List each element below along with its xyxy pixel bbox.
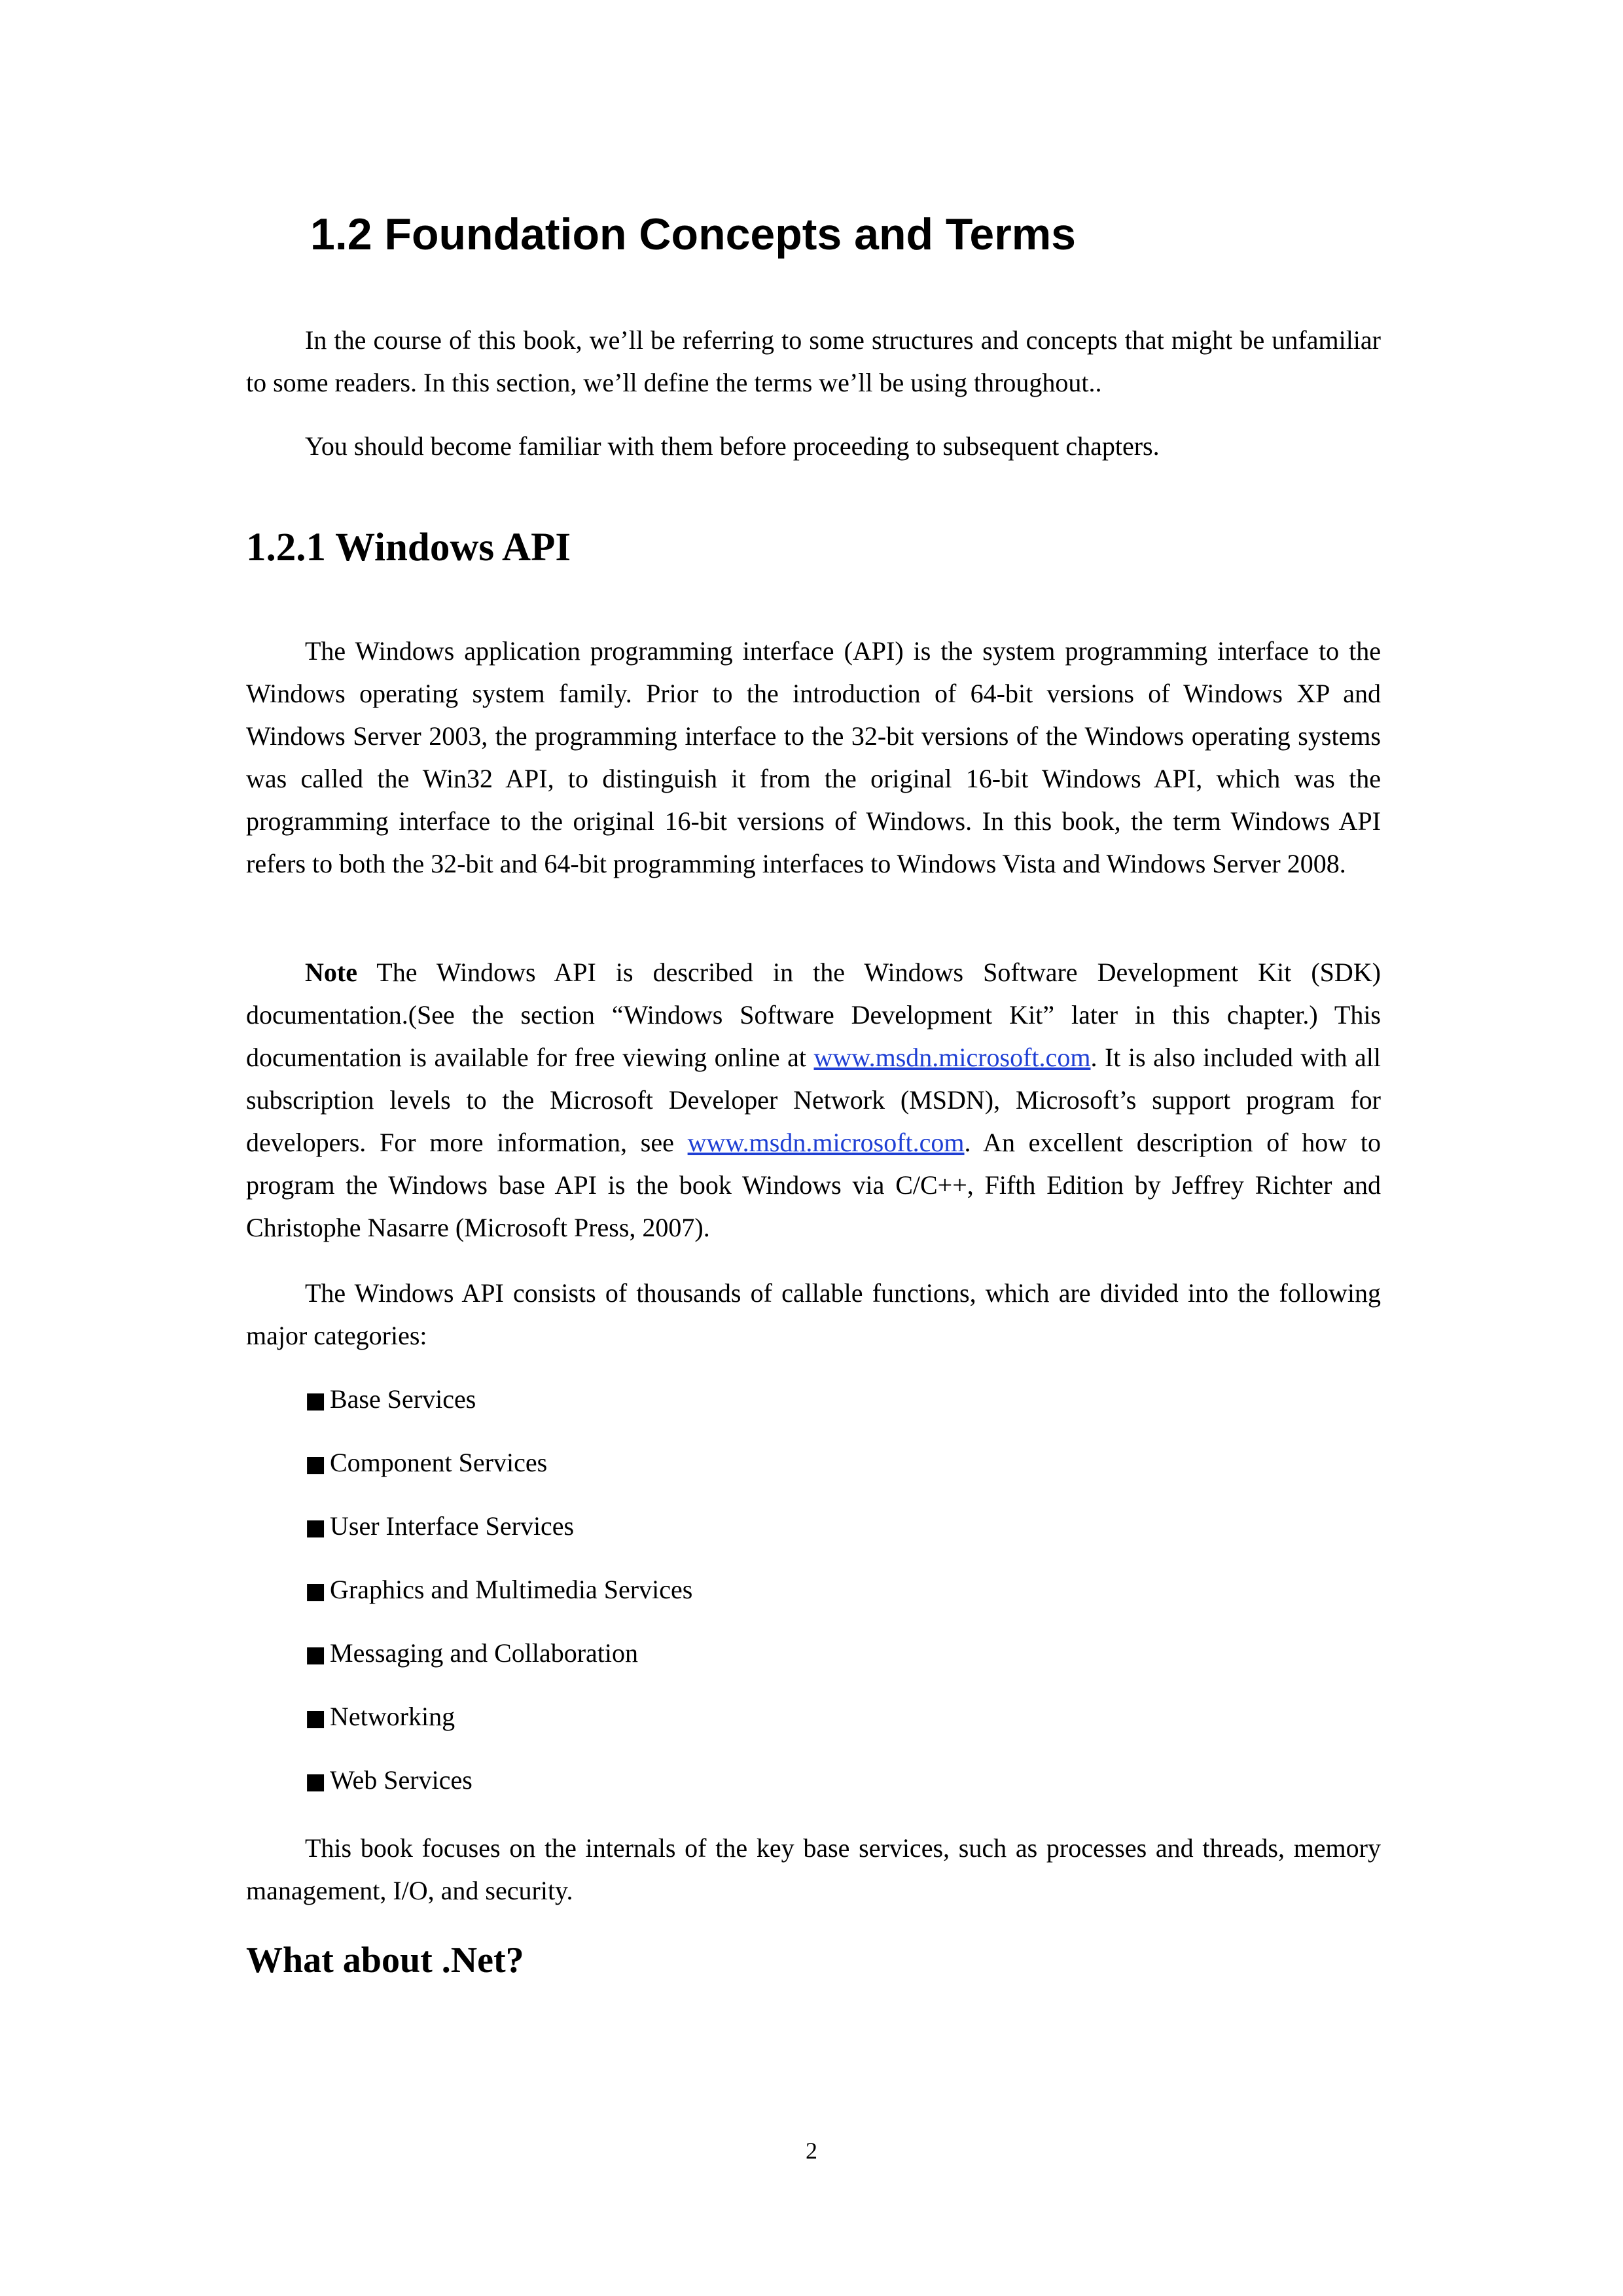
list-item (305, 1695, 692, 1759)
bullet-square-icon: ■ (305, 1768, 327, 1795)
bullet-square-icon: ■ (305, 1578, 327, 1604)
bullet-square-icon: ■ (305, 1515, 327, 1541)
bullet-square-icon: ■ (305, 1451, 327, 1477)
bullet-square-icon: ■ (305, 1388, 327, 1414)
note-label: Note (305, 958, 357, 987)
subsection-title: 1.2.1 Windows API (246, 526, 571, 569)
focus-paragraph: This book focuses on the internals of the key base services, such as processes and threads, memory management, I/O, and security. (246, 1833, 1381, 1905)
page-number: 2 (806, 2138, 817, 2164)
intro-paragraph-2: You should become familiar with them before proceeding to subsequent chapters. (305, 431, 1160, 461)
list-item (305, 1505, 692, 1568)
list-item-label: Networking (330, 1702, 455, 1731)
list-item (305, 1632, 692, 1695)
windows-api-paragraph: The Windows application programming interface (API) is the system programming interface to the Windows operating system family. Prior to the introduction of 64-bit versions of Windows XP and Windows Server 2003, the programming interface to the 32-bit versions of the Windows operating systems was called the Win32 API, to distinguish it from the original 16-bit Windows API, which was the programming interface to the original 16-bit versions of Windows. In this book, the term Windows API refers to both the 32-bit and 64-bit programming interfaces to Windows Vista and Windows Server 2008. (246, 636, 1381, 878)
list-item-label: Web Services (330, 1765, 473, 1795)
list-item (305, 1441, 692, 1505)
list-item-label: Messaging and Collaboration (330, 1638, 639, 1668)
list-item-label: Component Services (330, 1448, 548, 1477)
bullet-square-icon: ■ (305, 1705, 327, 1731)
categories-intro-paragraph: The Windows API consists of thousands of callable functions, which are divided into the following major categories: (246, 1278, 1381, 1350)
msdn-link-2[interactable]: www.msdn.microsoft.com (687, 1128, 965, 1157)
list-item-label: Graphics and Multimedia Services (330, 1575, 693, 1604)
net-section-title: What about .Net? (246, 1940, 524, 1981)
note-paragraph (246, 951, 1381, 1249)
note-text-b: . It is also included with all subscription levels to the Microsoft Developer Network (MSDN), Microsoft’s support program for developers. For more information, see (246, 1043, 1381, 1157)
bullet-square-icon: ■ (305, 1641, 327, 1668)
list-item (305, 1759, 692, 1822)
list-item-label: User Interface Services (330, 1511, 575, 1541)
intro-paragraph-1: In the course of this book, we’ll be referring to some structures and concepts that might be unfamiliar to some readers. In this section, we’ll define the terms we’ll be using throughout.. (246, 325, 1381, 397)
categories-list (305, 1378, 692, 1822)
section-title: 1.2 Foundation Concepts and Terms (310, 209, 1076, 259)
note-text-c: . An excellent description of how to program the Windows base API is the book Windows via C/C++, Fifth Edition by Jeffrey Richter and Christophe Nasarre (Microsoft Press, 2007). (246, 1128, 1382, 1242)
list-item-label: Base Services (330, 1384, 476, 1414)
note-text-a: The Windows API is described in the Windows Software Development Kit (SDK) documentation.(See the section “Windows Software Development Kit” later in this chapter.) This documentation is available for free viewing online at (246, 958, 1381, 1072)
msdn-link-1[interactable]: www.msdn.microsoft.com (813, 1043, 1091, 1072)
list-item (305, 1378, 692, 1441)
list-item (305, 1568, 692, 1632)
